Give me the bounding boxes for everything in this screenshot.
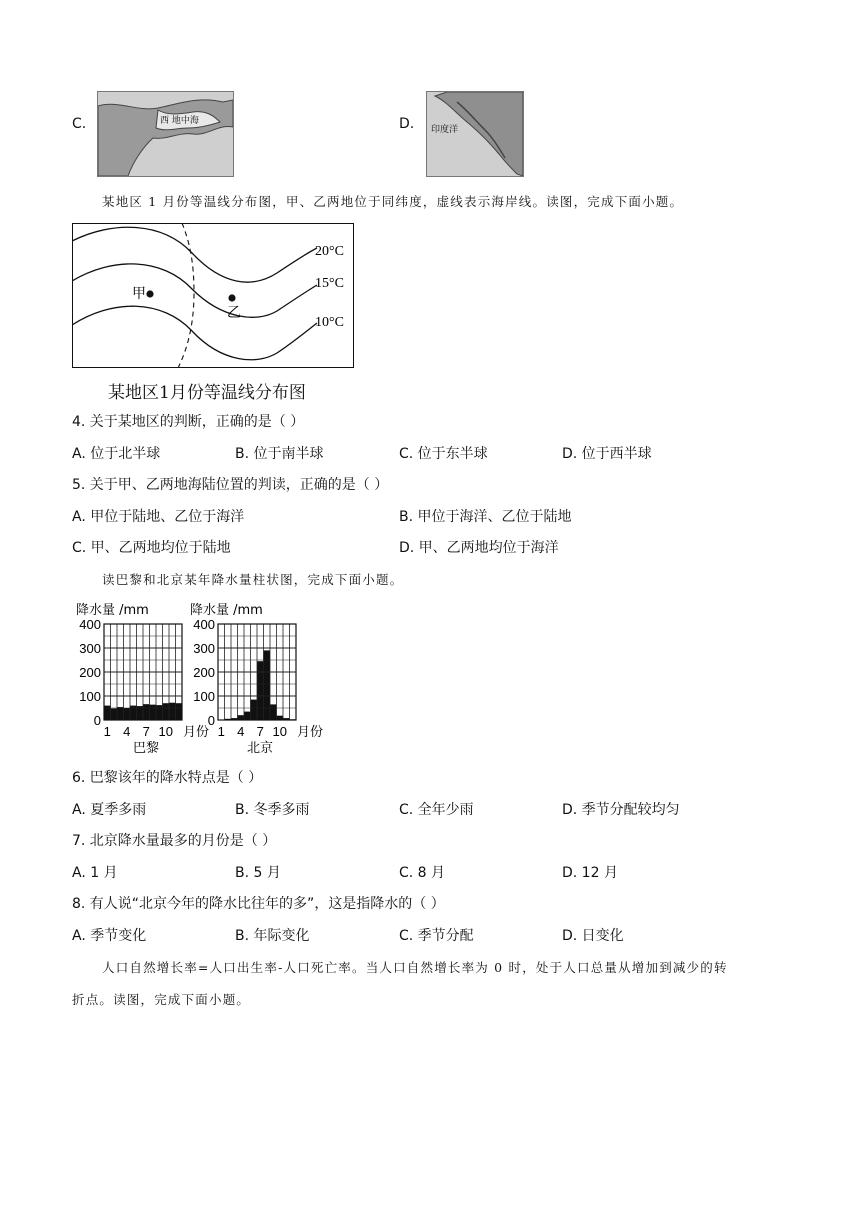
q6-option-d[interactable]: D. 季节分配较均匀 bbox=[562, 802, 680, 818]
beijing-bar-7 bbox=[257, 661, 264, 720]
precipitation-charts bbox=[72, 598, 332, 762]
beijing-xtick-10: 10 bbox=[272, 724, 287, 739]
beijing-xtick-1: 1 bbox=[217, 724, 225, 739]
q5-option-c[interactable]: C. 甲、乙两地均位于陆地 bbox=[72, 540, 231, 556]
paris-xtick-1: 1 bbox=[103, 724, 111, 739]
paris-bar-2 bbox=[111, 708, 118, 720]
paris-bar-4 bbox=[124, 708, 131, 720]
isotherm-10-label: 10°C bbox=[315, 315, 344, 330]
beijing-bar-4 bbox=[238, 715, 245, 720]
q7-option-a[interactable]: A. 1 月 bbox=[72, 865, 118, 881]
intro-population-line2: 折点。读图，完成下面小题。 bbox=[72, 992, 251, 1007]
isotherm-map bbox=[72, 223, 354, 372]
paris-bar-12 bbox=[176, 703, 183, 720]
beijing-ytick-200: 200 bbox=[193, 665, 215, 680]
paris-bar-10 bbox=[163, 703, 170, 720]
point-yi-marker bbox=[228, 294, 235, 301]
q4-stem: 4. 关于某地区的判断，正确的是（ ） bbox=[72, 414, 305, 430]
beijing-ytick-400: 400 bbox=[193, 617, 215, 632]
paris-bar-9 bbox=[156, 705, 163, 720]
beijing-bar-10 bbox=[277, 716, 284, 720]
option-c-map-text: 西 地中海 bbox=[160, 116, 199, 126]
paris-xtick-10: 10 bbox=[158, 724, 173, 739]
q7-option-d[interactable]: D. 12 月 bbox=[562, 865, 618, 881]
q8-option-c[interactable]: C. 季节分配 bbox=[399, 928, 474, 944]
q6-option-b[interactable]: B. 冬季多雨 bbox=[235, 802, 310, 818]
beijing-place-label: 北京 bbox=[246, 741, 274, 756]
q5-option-a[interactable]: A. 甲位于陆地、乙位于海洋 bbox=[72, 509, 245, 525]
paris-ytick-300: 300 bbox=[79, 641, 101, 656]
paris-bar-8 bbox=[150, 705, 157, 720]
beijing-xtick-4: 4 bbox=[237, 724, 245, 739]
beijing-xlabel: 月份 bbox=[297, 725, 324, 740]
paris-bar-7 bbox=[143, 704, 150, 720]
paris-ytick-400: 400 bbox=[79, 617, 101, 632]
beijing-xtick-7: 7 bbox=[256, 724, 264, 739]
option-d-map bbox=[426, 91, 524, 177]
beijing-ylabel: 降水量 /mm bbox=[190, 603, 263, 618]
q8-stem: 8. 有人说“北京今年的降水比往年的多”，这是指降水的（ ） bbox=[72, 896, 445, 912]
q4-option-a[interactable]: A. 位于北半球 bbox=[72, 446, 161, 462]
point-jia-marker bbox=[146, 290, 153, 297]
point-yi-label: 乙 bbox=[227, 305, 241, 321]
beijing-ytick-0: 0 bbox=[207, 713, 215, 728]
q6-option-c[interactable]: C. 全年少雨 bbox=[399, 802, 474, 818]
q6-option-a[interactable]: A. 夏季多雨 bbox=[72, 802, 147, 818]
mediterranean-map-image bbox=[98, 92, 233, 176]
intro-isotherm: 某地区 1 月份等温线分布图，甲、乙两地位于同纬度，虚线表示海岸线。读图，完成下面小题。 bbox=[102, 194, 684, 209]
paris-bar-3 bbox=[117, 707, 124, 720]
option-d-label: D. bbox=[399, 116, 415, 132]
q4-option-d[interactable]: D. 位于西半球 bbox=[562, 446, 652, 462]
beijing-ytick-300: 300 bbox=[193, 641, 215, 656]
option-c-label: C. bbox=[72, 116, 87, 132]
isotherm-20-label: 20°C bbox=[315, 244, 344, 259]
isotherm-15-label: 15°C bbox=[315, 276, 344, 291]
paris-ytick-200: 200 bbox=[79, 665, 101, 680]
paris-bar-11 bbox=[169, 703, 176, 720]
paris-place-label: 巴黎 bbox=[132, 741, 160, 756]
beijing-bar-6 bbox=[251, 700, 258, 720]
q7-option-b[interactable]: B. 5 月 bbox=[235, 865, 281, 881]
beijing-bar-9 bbox=[270, 704, 277, 720]
intro-precipitation: 读巴黎和北京某年降水量柱状图，完成下面小题。 bbox=[102, 572, 404, 587]
beijing-bar-5 bbox=[244, 712, 251, 720]
beijing-ytick-100: 100 bbox=[193, 689, 215, 704]
q4-option-b[interactable]: B. 位于南半球 bbox=[235, 446, 324, 462]
isotherm-caption: 某地区1月份等温线分布图 bbox=[108, 383, 306, 403]
q5-option-b[interactable]: B. 甲位于海洋、乙位于陆地 bbox=[399, 509, 572, 525]
option-d-map-text: 印度洋 bbox=[431, 125, 459, 135]
beijing-bar-8 bbox=[264, 650, 271, 720]
q4-option-c[interactable]: C. 位于东半球 bbox=[399, 446, 488, 462]
q5-option-d[interactable]: D. 甲、乙两地均位于海洋 bbox=[399, 540, 559, 556]
paris-ylabel: 降水量 /mm bbox=[76, 603, 149, 618]
point-jia-label: 甲 bbox=[132, 286, 146, 302]
q8-option-d[interactable]: D. 日变化 bbox=[562, 928, 624, 944]
q7-stem: 7. 北京降水量最多的月份是（ ） bbox=[72, 833, 277, 849]
indian-ocean-map-image bbox=[427, 92, 523, 176]
paris-xlabel: 月份 bbox=[183, 725, 210, 740]
q7-option-c[interactable]: C. 8 月 bbox=[399, 865, 446, 881]
q8-option-b[interactable]: B. 年际变化 bbox=[235, 928, 310, 944]
option-c-map bbox=[97, 91, 234, 177]
paris-xtick-7: 7 bbox=[142, 724, 150, 739]
paris-ytick-0: 0 bbox=[93, 713, 101, 728]
intro-population-line1: 人口自然增长率=人口出生率-人口死亡率。当人口自然增长率为 0 时，处于人口总量从增加到减少的转 bbox=[102, 960, 728, 975]
paris-xtick-4: 4 bbox=[123, 724, 131, 739]
q8-option-a[interactable]: A. 季节变化 bbox=[72, 928, 147, 944]
precipitation-charts-svg bbox=[72, 598, 332, 758]
q6-stem: 6. 巴黎该年的降水特点是（ ） bbox=[72, 770, 263, 786]
q5-stem: 5. 关于甲、乙两地海陆位置的判读，正确的是（ ） bbox=[72, 477, 389, 493]
paris-ytick-100: 100 bbox=[79, 689, 101, 704]
